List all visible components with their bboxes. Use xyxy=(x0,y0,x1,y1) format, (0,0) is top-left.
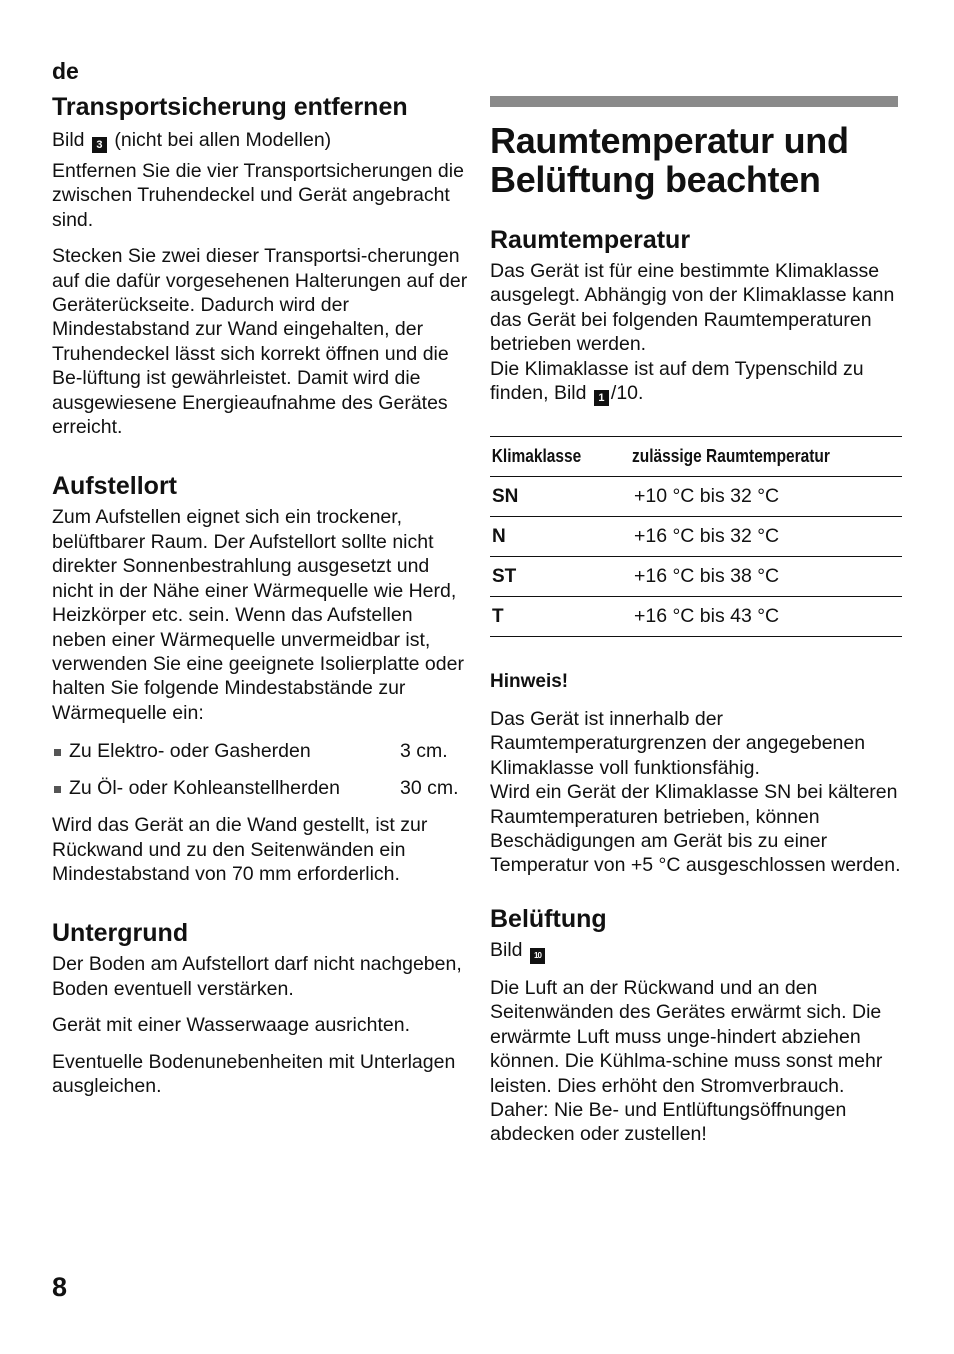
chapter-title xyxy=(490,121,902,199)
list-item-text: Zu Elektro- oder Gasherden xyxy=(69,740,311,763)
paragraph: Eventuelle Bodenunebenheiten mit Unterlagen ausgleichen. xyxy=(52,1050,456,1097)
right-column xyxy=(490,96,902,1147)
list-item xyxy=(52,739,470,763)
table-cell-class: T xyxy=(490,597,620,637)
paragraph: Das Gerät ist innerhalb der Raumtemperaturgrenzen der angegebenen Klimaklasse voll funktionsfähig. xyxy=(490,708,866,779)
paragraph: Zum Aufstellen eignet sich ein trockener, belüftbarer Raum. Der Aufstellort sollte nicht direkter Sonnenbestrahlung ausgesetzt und nicht in der Nähe einer Wärmequelle wie Herd, Heizkörper etc. sein. Wenn das Aufstellen neben einer Wärmequelle unvermeidbar ist, verwenden Sie eine geeignete Isolierplatte oder halten Sie folgende Mindestabstände zur Wärmequelle ein: xyxy=(52,506,464,724)
table-row xyxy=(490,597,902,637)
paragraph: Gerät mit einer Wasserwaage ausrichten. xyxy=(52,1014,411,1037)
paragraph-text: Die Klimaklasse ist auf dem Typenschild zu finden, Bild xyxy=(490,357,864,405)
left-column xyxy=(52,92,470,1098)
table-cell-temperature: +16 °C bis 38 °C xyxy=(620,557,902,597)
section-title-raumtemperatur: Raumtemperatur xyxy=(490,226,691,254)
figure-reference xyxy=(490,938,902,964)
table-header-temperatur: zulässige Raumtemperatur xyxy=(632,446,830,467)
table-cell-class: N xyxy=(490,517,620,557)
table-cell-class: SN xyxy=(490,477,620,517)
list-item-amount: 30 cm. xyxy=(400,777,459,800)
bild-note: (nicht bei allen Modellen) xyxy=(114,129,332,151)
table-row xyxy=(490,557,902,597)
paragraph: Wird ein Gerät der Klimaklasse SN bei kälteren Raumtemperaturen betrieben, können Beschädigungen am Gerät bis zu einer Temperatur von +5 °C ausgeschlossen werden. xyxy=(490,781,901,877)
table-cell-temperature: +16 °C bis 43 °C xyxy=(620,597,902,637)
paragraph: Entfernen Sie die vier Transportsicherungen die zwischen Truhendeckel und Gerät angebracht sind. xyxy=(52,160,464,231)
bullet-icon xyxy=(54,749,61,756)
table-cell-temperature: +16 °C bis 32 °C xyxy=(620,517,902,557)
figure-position: /10. xyxy=(610,382,644,405)
list-item xyxy=(52,776,470,800)
list-item-amount: 3 cm. xyxy=(400,740,448,763)
figure-1-icon: 1 xyxy=(594,390,609,406)
table-row xyxy=(490,477,902,517)
climate-class-table xyxy=(490,436,902,637)
table-cell-class: ST xyxy=(490,557,620,597)
paragraph: Stecken Sie zwei dieser Transportsi-cherungen auf die dafür vorgesehenen Halterungen auf der Geräterückseite. Dadurch wird der Mindestabstand zur Wand eingehalten, der Truhendeckel lässt sich korrekt öffnen und die Be-lüftung ist gewährleistet. Damit wird die ausgewiesene Energieaufnahme des Gerätes erreicht. xyxy=(52,245,468,439)
table-header-row xyxy=(490,437,902,477)
paragraph: Wird das Gerät an die Wand gestellt, ist zur Rückwand und zu den Seitenwänden ein Mindestabstand von 70 mm erforderlich. xyxy=(52,814,428,885)
table-header-klimaklasse: Klimaklasse xyxy=(491,446,582,467)
list-item-text: Zu Öl- oder Kohleanstellherden xyxy=(69,777,340,800)
table-row xyxy=(490,517,902,557)
chapter-title-line-1: Raumtemperatur und xyxy=(490,120,849,161)
figure-reference xyxy=(52,128,470,153)
paragraph: Die Luft an der Rückwand und an den Seitenwänden des Gerätes erwärmt sich. Die erwärmte Luft muss unge-hindert abziehen können. Die Kühlma-schine muss sonst mehr leisten. Dies erhöht den Stromverbrauch. Daher: Nie Be- und Entlüftungsöffnungen abdecken oder zustellen! xyxy=(490,976,883,1146)
section-title-aufstellort: Aufstellort xyxy=(52,472,177,501)
bild-label: Bild xyxy=(52,129,85,151)
figure-3-icon: 3 xyxy=(92,137,107,153)
section-title-untergrund: Untergrund xyxy=(52,919,189,948)
figure-10-icon: 10 xyxy=(530,948,545,964)
language-label: de xyxy=(52,58,79,84)
table-cell-temperature: +10 °C bis 32 °C xyxy=(620,477,902,517)
section-title-belueftung: Belüftung xyxy=(490,904,607,933)
bild-label: Bild xyxy=(490,938,523,961)
section-divider-bar xyxy=(490,96,898,107)
page-number: 8 xyxy=(52,1272,68,1302)
paragraph: Das Gerät ist für eine bestimmte Klimaklasse ausgelegt. Abhängig von der Klimaklasse kann das Gerät bei folgenden Raumtemperaturen betrieben werden. xyxy=(490,260,895,356)
section-title-transportsicherung: Transportsicherung entfernen xyxy=(52,93,408,121)
figure-reference xyxy=(490,357,902,406)
paragraph: Der Boden am Aufstellort darf nicht nachgeben, Boden eventuell verstärken. xyxy=(52,953,462,1000)
note-title: Hinweis! xyxy=(490,671,569,693)
chapter-title-line-2: Belüftung beachten xyxy=(490,159,821,200)
bullet-icon xyxy=(54,786,61,793)
distance-list xyxy=(52,739,470,800)
